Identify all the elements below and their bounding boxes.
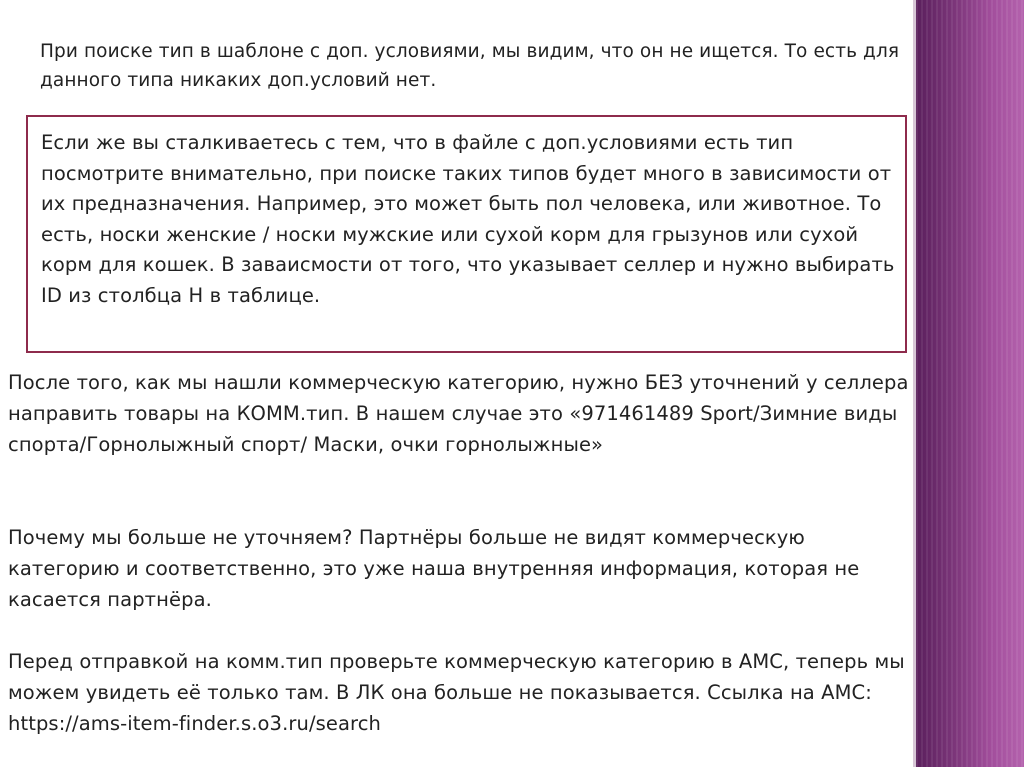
- callout-text: Если же вы сталкиваетесь с тем, что в файле с доп.условиями есть тип посмотрите внимательно, при поиске таких типов будет много в зависимости от их предназначения. Например, это может быть пол человека, или животное. То есть, носки женские / носки мужские или сухой корм для грызунов или сухой корм для кошек. В заваисмости от того, что указывает селлер и нужно выбирать ID из столбца H в таблице.: [41, 131, 895, 307]
- decorative-side-band: [916, 0, 1024, 767]
- why-no-clarification-paragraph: Почему мы больше не уточняем? Партнёры больше не видят коммерческую категорию и соответственно, это уже наша внутренняя информация, которая не касается партнёра.: [8, 526, 860, 611]
- ams-check-paragraph: Перед отправкой на комм.тип проверьте коммерческую категорию в АМС, теперь мы можем увидеть её только там. В ЛК она больше не показывается. Ссылка на АМС: https://ams-item-finder.s.o3.ru/search: [8, 650, 905, 735]
- intro-paragraph: При поиске тип в шаблоне с доп. условиями, мы видим, что он не ищется. То есть для данного типа никаких доп.условий нет.: [40, 41, 900, 91]
- commercial-category-paragraph: После того, как мы нашли коммерческую категорию, нужно БЕЗ уточнений у селлера направить товары на КОММ.тип. В нашем случае это «971461489 Sport/Зимние виды спорта/Горнолыжный спорт/ Маски, очки горнолыжные»: [8, 371, 909, 456]
